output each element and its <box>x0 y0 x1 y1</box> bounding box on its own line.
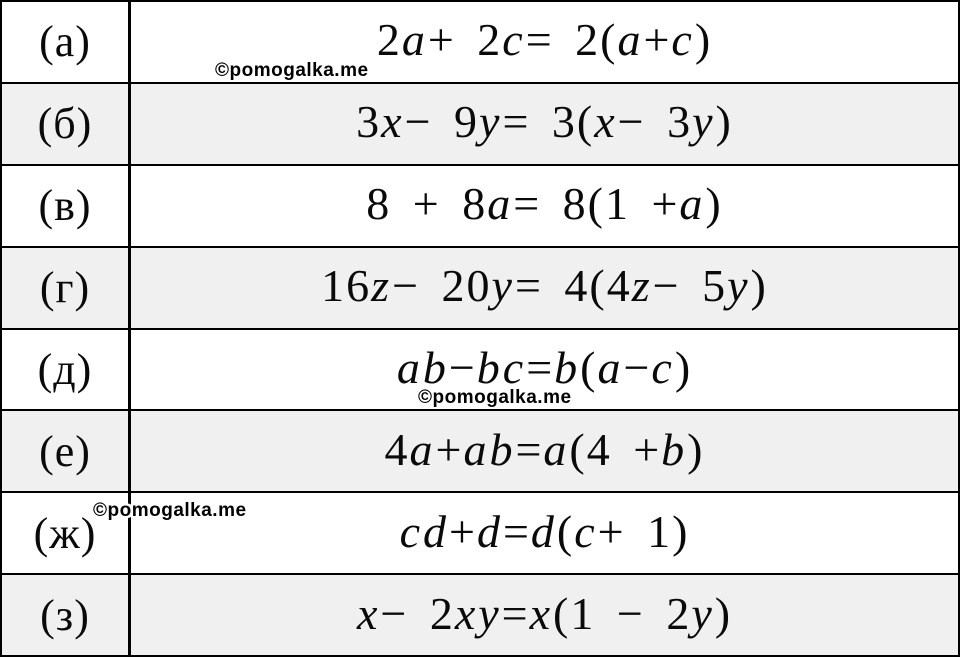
watermark-pomogalka: ©pomogalka.me <box>215 60 369 81</box>
row-equation: c d + d = d ( c + 1) <box>399 505 690 557</box>
row-equation: a b − b c = b ( a − c ) <box>396 341 693 393</box>
table-row <box>2 2 958 84</box>
row-label: (б) <box>2 84 131 164</box>
table-row <box>2 84 958 166</box>
row-label: (в) <box>2 166 131 246</box>
row-equation: 4 a + a b = a (4 + b ) <box>384 423 705 475</box>
row-equation: 3 x − 9 y = 3( x − 3 y ) <box>356 96 733 148</box>
row-label: (а) <box>2 2 131 82</box>
row-equation: 2 a + 2 c = 2( a + c ) <box>376 14 713 66</box>
row-equation: 16 z − 20 y = 4(4 z − 5 y ) <box>321 260 768 312</box>
row-label: (д) <box>2 330 131 410</box>
table-row <box>2 166 958 248</box>
row-label: (ж) <box>2 493 131 573</box>
table-row <box>2 411 958 493</box>
row-label: (г) <box>2 248 131 328</box>
row-label: (е) <box>2 411 131 491</box>
row-label: (з) <box>2 575 131 655</box>
row-equation: x − 2 x y = x (1 − 2 y ) <box>356 587 733 639</box>
watermark-pomogalka: ©pomogalka.me <box>418 387 572 408</box>
watermark-pomogalka: ©pomogalka.me <box>93 500 247 521</box>
table-row <box>2 248 958 330</box>
table-row <box>2 575 958 655</box>
row-equation: 8 + 8 a = 8(1 + a ) <box>366 178 723 230</box>
